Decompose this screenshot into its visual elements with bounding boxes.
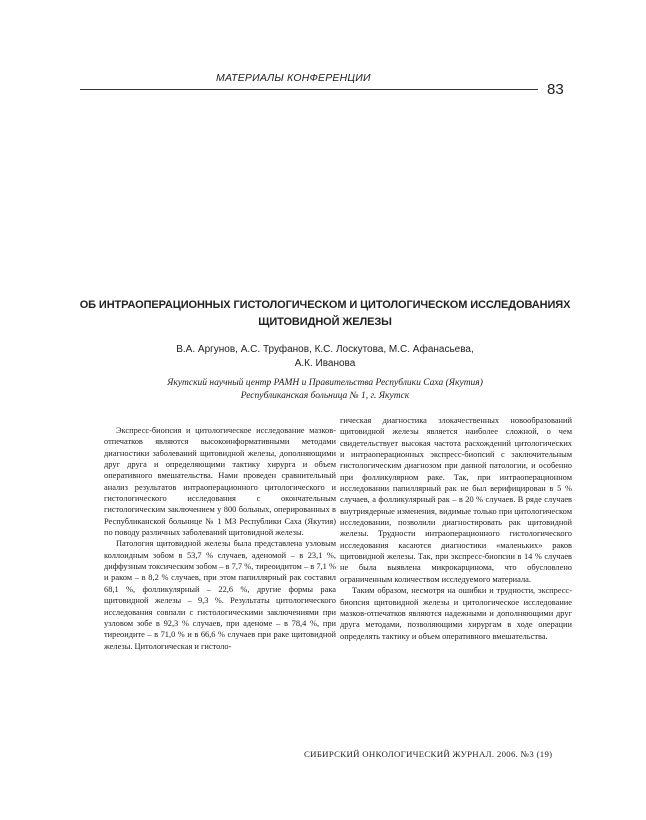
body-column-left (104, 425, 336, 652)
affiliation-line-1: Якутский научный центр РАМН и Правительства Республики Саха (Якутия) (167, 378, 483, 388)
article-title (70, 297, 580, 331)
paragraph-conclusion: Таким образом, несмотря на ошибки и трудности, экспресс-биопсия щитовидной железы и цитологическое исследование мазков-отпечатков являются надежными и дополняющими друг друга методами, позволяющими хирургам в ходе операции определять тактику и объем оперативного вмешательства. (340, 586, 572, 641)
running-head: МАТЕРИАЛЫ КОНФЕРЕНЦИИ (216, 72, 371, 84)
paragraph-intro: Экспресс-биопсия и цитологическое исследование мазков-отпечатков являются высокоинформативными методами диагностики заболеваний щитовидной железы, дополняющими друг друга и определяющими тактику хирурга и объем оперативного вмешательства. Нами проведен сравнительный анализ результатов интраоперационного цитологического и гистологического исследования с окончательным гистологическим заключением у 800 больных, оперированных в Республиканской больнице № 1 МЗ Республики Саха (Якутия) по поводу различных заболеваний щитовидной железы. (104, 426, 336, 538)
affiliation-line-2: Республиканская больница № 1, г. Якутск (240, 391, 410, 401)
authors-line-2: А.К. Иванова (294, 357, 356, 369)
body-column-right (340, 415, 572, 642)
page-number: 83 (547, 81, 564, 98)
article-title-line-2: ЩИТОВИДНОЙ ЖЕЛЕЗЫ (258, 316, 392, 328)
header-rule (80, 89, 538, 90)
article-title-line-1: ОБ ИНТРАОПЕРАЦИОННЫХ ГИСТОЛОГИЧЕСКОМ И ЦИТОЛОГИЧЕСКОМ ИССЛЕДОВАНИЯХ (79, 299, 571, 311)
authors-line-1: В.А. Аргунов, А.С. Труфанов, К.С. Лоскутова, М.С. Афанасьева, (176, 344, 474, 355)
paragraph-pathology: Патология щитовидной железы была представлена узловым коллоидным зобом в 53,7 % случаев, аденомой – в 23,1 %, диффузным токсическим зобом – в 7,7 %, тиреоидитом – в 7,1 % и раком – в 8,2 % случаев, при этом папиллярный рак составил 68,1 %, фолликулярный – 22,6 %, другие формы рака щитовидной железы – 9,3 %. Результаты цитологического исследования совпали с гистологическими заключениями при узловом зобе в 92,3 % случаев, при аденоме – в 78,4 %, при тиреоидите – в 71,0 % и в 66,6 % случаев при раке щитовидной железы. Цитологическая и гистоло- (104, 539, 336, 651)
journal-footer: СИБИРСКИЙ ОНКОЛОГИЧЕСКИЙ ЖУРНАЛ. 2006. №3 (19) (304, 749, 553, 759)
paragraph-diagnostics: гическая диагностика злокачественных новообразований щитовидной железы является наиболее сложной, о чем свидетельствует высокая частота расхождений цитологических и интраоперационных экспресс-биопсий с заключительным гистологическим диагнозом при данной патологии, и особенно при фолликулярном раке. Так, при интраоперационном исследовании папиллярный рак не был верифицирован в 5 % случаев, а фолликулярный рак – в 20 % случаев. В ряде случаев внутриядерные изменения, видимые только при цитологическом исследовании, позволили диагностировать рак щитовидной железы. Трудности интраоперационного гистологического исследования касаются диагностики «маленьких» раков щитовидной железы. Так, при экспресс-биопсии в 14 % случаев не была выявлена микрокарцинома, что обусловлено ограниченным количеством исследуемого материала. (340, 416, 572, 584)
authors (110, 343, 540, 370)
affiliation (90, 377, 560, 403)
